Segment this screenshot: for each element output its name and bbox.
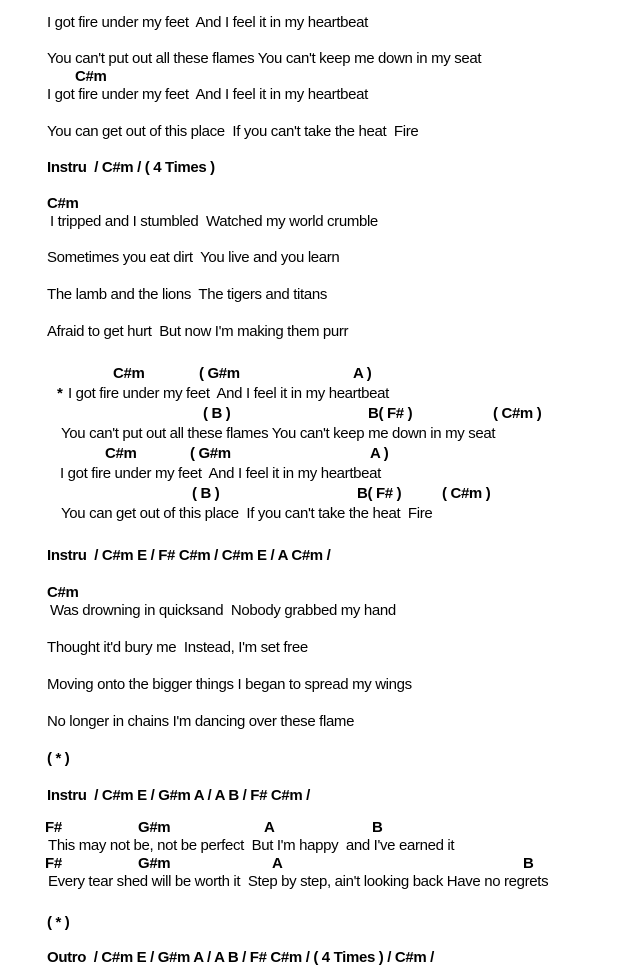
section-label: ( * ) [47, 750, 70, 767]
chord-symbol: G#m [138, 819, 171, 836]
chord-line [0, 405, 620, 423]
section-label: ( * ) [47, 914, 70, 931]
lyric-text: I got fire under my feet And I feel it in my heartbeat [68, 385, 389, 402]
lyric-line [0, 249, 620, 267]
lyric-text: You can't put out all these flames You can't keep me down in my seat [47, 50, 482, 67]
lyric-line [0, 323, 620, 341]
lyric-line [0, 713, 620, 731]
chord-symbol: C#m [75, 68, 107, 85]
lyric-text: The lamb and the lions The tigers and titans [47, 286, 327, 303]
chord-symbol: C#m [47, 195, 79, 212]
lyric-text: Sometimes you eat dirt You live and you learn [47, 249, 340, 266]
lyric-line [0, 385, 620, 403]
chord-symbol: ( G#m [190, 445, 231, 462]
chord-symbol: A [272, 855, 283, 872]
section-line [0, 949, 620, 967]
lyric-text: Every tear shed will be worth it Step by step, ain't looking back Have no regrets [48, 873, 549, 890]
repeat-line [0, 914, 620, 932]
lyric-line [0, 465, 620, 483]
chord-symbol: C#m [105, 445, 137, 462]
lyric-text: I got fire under my feet And I feel it in my heartbeat [47, 86, 368, 103]
lyric-text: I got fire under my feet And I feel it in my heartbeat [60, 465, 381, 482]
section-line [0, 547, 620, 565]
chord-symbol: B( F# ) [368, 405, 413, 422]
lyric-text: I tripped and I stumbled Watched my world crumble [50, 213, 378, 230]
section-label: Instru / C#m E / F# C#m / C#m E / A C#m / [47, 547, 331, 564]
chord-line [0, 445, 620, 463]
section-label: Instru / C#m / ( 4 Times ) [47, 159, 215, 176]
chord-symbol: F# [45, 855, 62, 872]
lyric-line [0, 86, 620, 104]
section-label: Outro / C#m E / G#m A / A B / F# C#m / ( 4 Times ) / C#m / [47, 949, 434, 966]
lyric-text: You can't put out all these flames You can't keep me down in my seat [61, 425, 496, 442]
lyric-line [0, 286, 620, 304]
lyric-text: Thought it'd bury me Instead, I'm set free [47, 639, 308, 656]
chord-symbol: C#m [113, 365, 145, 382]
lyric-line [0, 50, 620, 68]
section-label: Instru / C#m E / G#m A / A B / F# C#m / [47, 787, 311, 804]
lyric-line [0, 602, 620, 620]
chord-line [0, 195, 620, 213]
lyric-text: No longer in chains I'm dancing over these flame [47, 713, 355, 730]
chord-line [0, 485, 620, 503]
chord-symbol: ( B ) [203, 405, 231, 422]
chord-line [0, 819, 620, 837]
lyric-line [0, 505, 620, 523]
chord-line [0, 365, 620, 383]
lyric-text: Moving onto the bigger things I began to spread my wings [47, 676, 412, 693]
chord-symbol: ( C#m ) [442, 485, 491, 502]
lyric-line [0, 873, 620, 891]
lyric-text: You can get out of this place If you can't take the heat Fire [47, 123, 419, 140]
lyric-line [0, 123, 620, 141]
chord-symbol: A ) [353, 365, 372, 382]
section-line [0, 787, 620, 805]
chord-symbol: A [264, 819, 275, 836]
chord-symbol: A ) [370, 445, 389, 462]
chord-line [0, 584, 620, 602]
chord-line [0, 68, 620, 86]
lyric-line [0, 425, 620, 443]
chord-symbol: B( F# ) [357, 485, 402, 502]
lyric-text: Afraid to get hurt But now I'm making them purr [47, 323, 349, 340]
chord-symbol: ( C#m ) [493, 405, 542, 422]
lyric-text: I got fire under my feet And I feel it in my heartbeat [47, 14, 368, 31]
lyric-line [0, 676, 620, 694]
lyric-text: You can get out of this place If you can't take the heat Fire [61, 505, 433, 522]
lyric-line [0, 14, 620, 32]
chord-symbol: B [372, 819, 383, 836]
chord-symbol: G#m [138, 855, 171, 872]
section-line [0, 159, 620, 177]
chord-symbol: C#m [47, 584, 79, 601]
chord-symbol: ( B ) [192, 485, 220, 502]
chord-symbol: B [523, 855, 534, 872]
lyric-marker: * [57, 385, 63, 402]
repeat-line [0, 750, 620, 768]
lyric-line [0, 837, 620, 855]
lyric-text: Was drowning in quicksand Nobody grabbed my hand [50, 602, 396, 619]
chord-line [0, 855, 620, 873]
lyric-text: This may not be, not be perfect But I'm happy and I've earned it [48, 837, 455, 854]
chord-symbol: F# [45, 819, 62, 836]
lyric-line [0, 639, 620, 657]
lyric-line [0, 213, 620, 231]
chord-symbol: ( G#m [199, 365, 240, 382]
